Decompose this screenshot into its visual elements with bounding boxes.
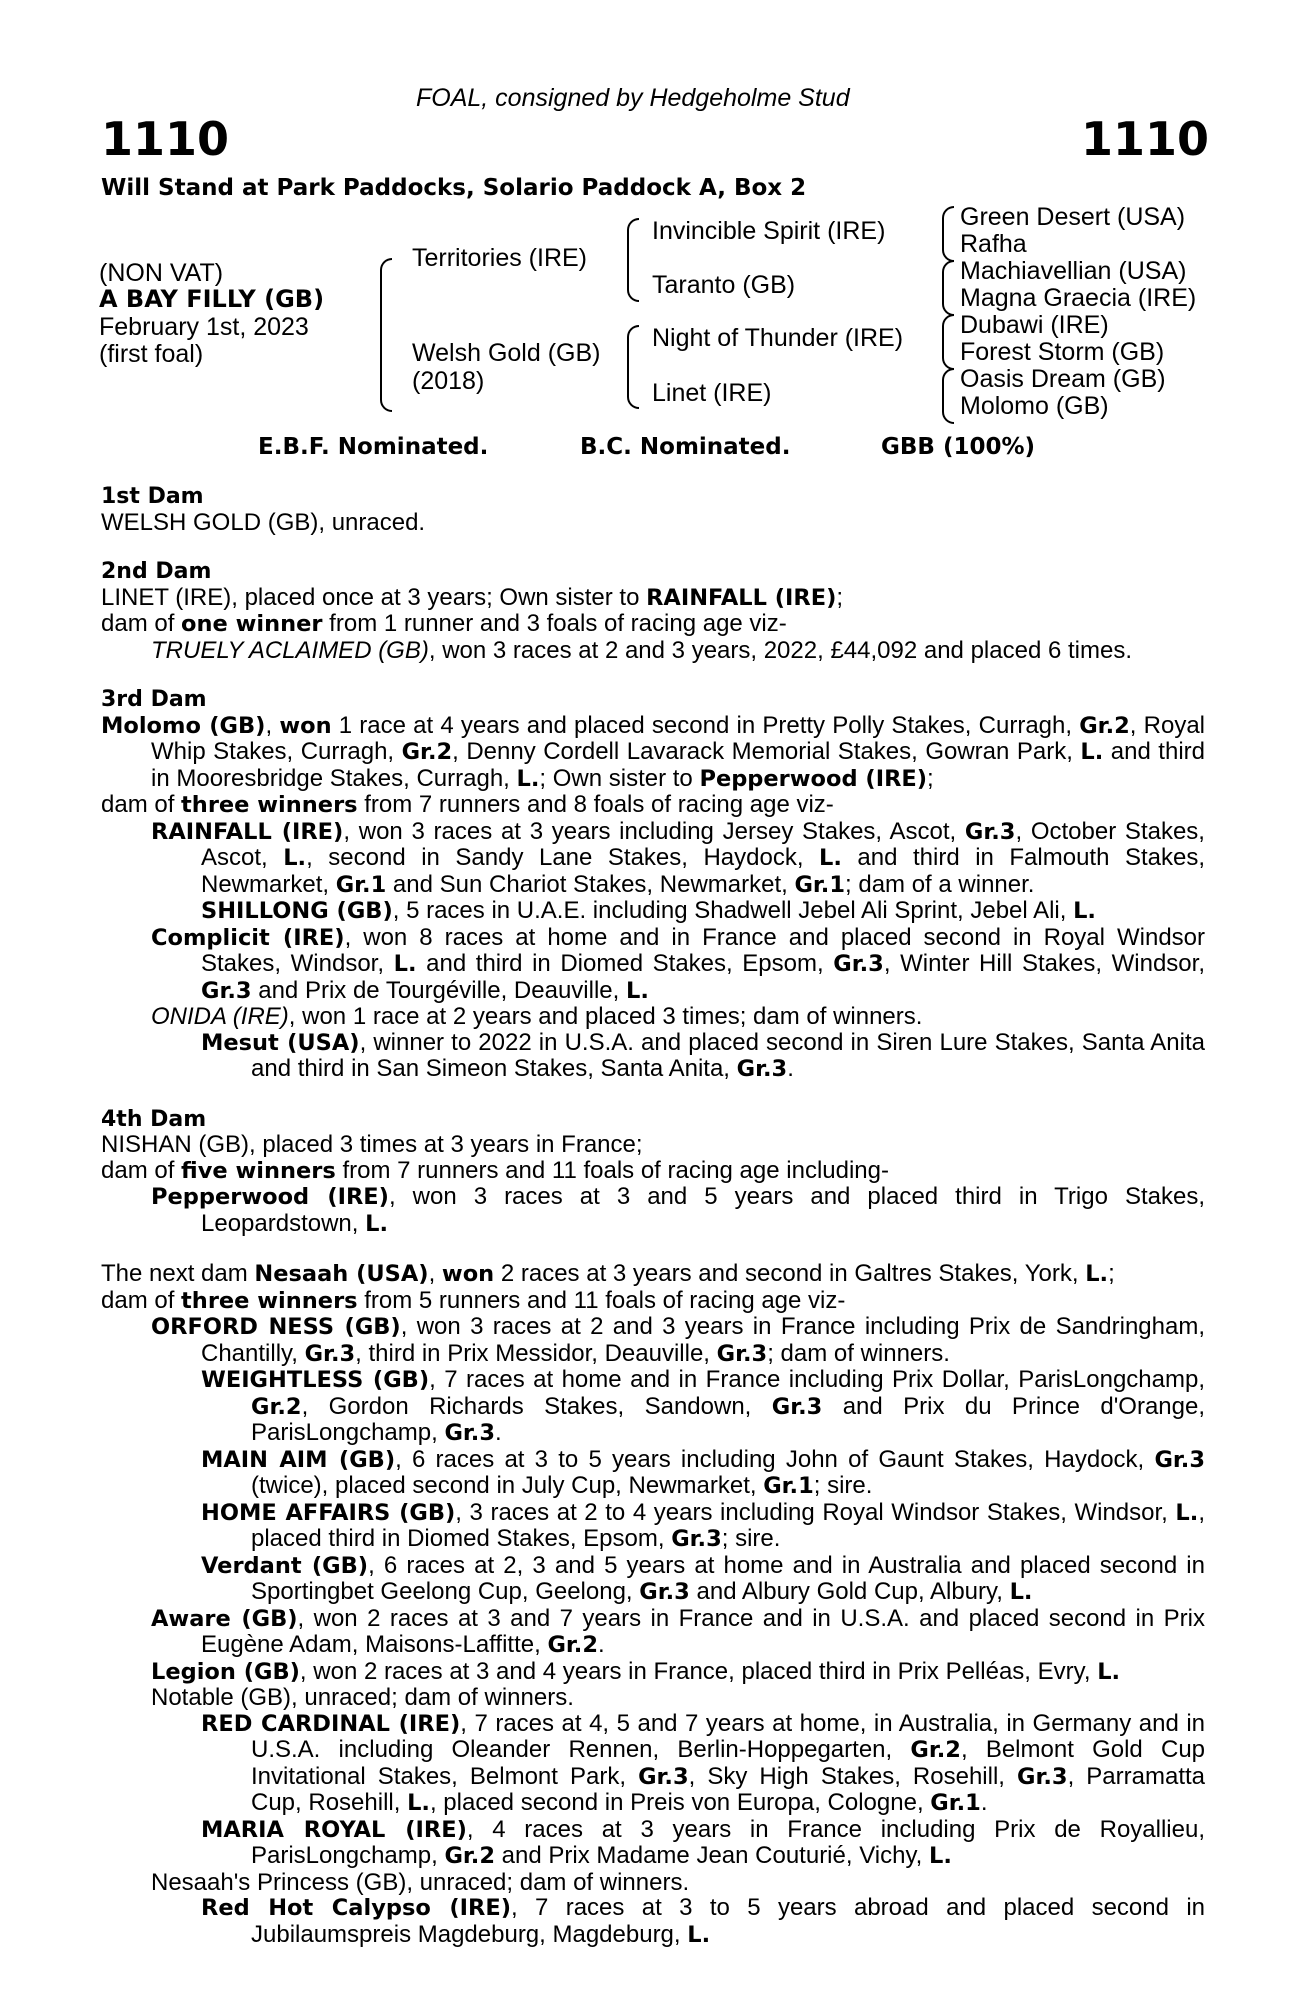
brace-gen3-4 <box>942 368 954 424</box>
first-dam-section <box>101 484 1205 535</box>
produce-entry: MAIN AIM (GB), 6 races at 3 to 5 years including John of Gaunt Stakes, Haydock, Gr.3 (twice), placed second in July Cup, Newmarket, Gr.1; sire. <box>201 1445 1205 1499</box>
first-dam-line: WELSH GOLD (GB), unraced. <box>101 508 426 536</box>
produce-entry: WEIGHTLESS (GB), 7 races at home and in France including Prix Dollar, ParisLongchamp, Gr.2, Gordon Richards Stakes, Sandown, Gr.3 and Prix du Prince d'Orange, ParisLongchamp, Gr.3. <box>201 1366 1205 1446</box>
brace-gen1 <box>380 258 392 412</box>
next-dam-section <box>101 1261 1205 1948</box>
next-dam-line: The next dam Nesaah (USA), won 2 races at 3 years and second in Galtres Stakes, York, L.; <box>101 1260 1115 1287</box>
produce-entry: Verdant (GB), 6 races at 2, 3 and 5 years at home and in Australia and placed second in Sportingbet Geelong Cup, Geelong, Gr.3 and Albury Gold Cup, Albury, L. <box>201 1551 1205 1605</box>
produce-entry: SHILLONG (GB), 5 races in U.A.E. including Shadwell Jebel Ali Sprint, Jebel Ali, L. <box>201 897 1096 924</box>
consignor-line: FOAL, consigned by Hedgeholme Stud <box>416 84 850 112</box>
lot-number-right: 1110 <box>1081 112 1210 166</box>
produce-entry: RED CARDINAL (IRE), 7 races at 4, 5 and 7 years at home, in Australia, in Germany and in U.S.A. including Oleander Rennen, Berlin-Hoppegarten, Gr.2, Belmont Gold Cup Invitational Stakes, Belmont Park, Gr.3, Sky High Stakes, Rosehill, Gr.3, Parramatta Cup, Rosehill, L., placed second in Preis von Europa, Cologne, Gr.1. <box>201 1709 1206 1816</box>
produce-summary: dam of three winners from 5 runners and 11 foals of racing age viz- <box>101 1286 846 1314</box>
stand-location: Will Stand at Park Paddocks, Solario Paddock A, Box 2 <box>101 175 807 201</box>
gen3-1: Green Desert (USA) <box>960 203 1186 231</box>
produce-summary: dam of five winners from 7 runners and 11 foals of racing age including- <box>101 1156 889 1184</box>
sire-name: Territories (IRE) <box>412 244 588 272</box>
brace-gen2-sire <box>627 218 639 302</box>
produce-entry: Complicit (IRE), won 8 races at home and in France and placed second in Royal Windsor Stakes, Windsor, L. and third in Diomed Stakes, Epsom, Gr.3, Winter Hill Stakes, Windsor, Gr.3 and Prix de Tourgéville, Deauville, L. <box>151 923 1206 1004</box>
horse-note: (first foal) <box>99 340 204 368</box>
section-heading: 2nd Dam <box>101 559 212 584</box>
produce-summary: dam of three winners from 7 runners and 8 foals of racing age viz- <box>101 791 834 818</box>
gbb-status: GBB (100%) <box>881 434 1036 460</box>
gen3-4: Magna Graecia (IRE) <box>960 284 1197 312</box>
second-dam-section <box>101 559 1205 663</box>
produce-entry: Aware (GB), won 2 races at 3 and 7 years in France and in U.S.A. and placed second in Prix Eugène Adam, Maisons-Laffitte, Gr.2. <box>151 1604 1205 1658</box>
sire-sire: Invincible Spirit (IRE) <box>652 217 886 245</box>
fourth-dam-line: NISHAN (GB), placed 3 times at 3 years in France; <box>101 1131 643 1158</box>
dam-sire: Night of Thunder (IRE) <box>652 324 904 352</box>
dam-name: Welsh Gold (GB) <box>412 339 601 367</box>
brace-gen3-1 <box>942 206 954 262</box>
produce-entry: Notable (GB), unraced; dam of winners. <box>151 1684 574 1711</box>
horse-dob: February 1st, 2023 <box>99 313 309 341</box>
brace-gen3-3 <box>942 314 954 370</box>
produce-entry: ONIDA (IRE), won 1 race at 2 years and placed 3 times; dam of winners. <box>151 1003 923 1030</box>
brace-gen2-dam <box>627 325 639 409</box>
produce-entry: Legion (GB), won 2 races at 3 and 4 years in France, placed third in Prix Pelléas, Evry, L. <box>151 1657 1121 1685</box>
produce-entry: RAINFALL (IRE), won 3 races at 3 years including Jersey Stakes, Ascot, Gr.3, October Stakes, Ascot, L., second in Sandy Lane Stakes, Haydock, L. and third in Falmouth Stakes, Newmarket, Gr.1 and Sun Chariot Stakes, Newmarket, Gr.1; dam of a winner. <box>151 817 1205 898</box>
bc-nomination: B.C. Nominated. <box>580 434 791 460</box>
fourth-dam-section <box>101 1107 1205 1238</box>
produce-entry: Nesaah's Princess (GB), unraced; dam of winners. <box>151 1868 690 1896</box>
sire-dam: Taranto (GB) <box>652 271 796 299</box>
horse-name: A BAY FILLY (GB) <box>99 285 325 313</box>
produce-entry: TRUELY ACLAIMED (GB), won 3 races at 2 and 3 years, 2022, £44,092 and placed 6 times. <box>151 636 1132 664</box>
section-heading: 1st Dam <box>101 484 204 509</box>
lot-number-left: 1110 <box>101 112 230 166</box>
section-heading: 4th Dam <box>101 1106 207 1132</box>
gen3-8: Molomo (GB) <box>960 392 1109 420</box>
produce-entry: Mesut (USA), winner to 2022 in U.S.A. and placed second in Siren Lure Stakes, Santa Anita and third in San Simeon Stakes, Santa Anita, Gr.3. <box>201 1028 1205 1082</box>
gen3-7: Oasis Dream (GB) <box>960 365 1166 393</box>
produce-summary: dam of one winner from 1 runner and 3 foals of racing age viz- <box>101 610 787 637</box>
produce-entry: Red Hot Calypso (IRE), 7 races at 3 to 5 years abroad and placed second in Jubilaumspreis Magdeburg, Magdeburg, L. <box>201 1894 1205 1948</box>
produce-entry: Pepperwood (IRE), won 3 races at 3 and 5 years and placed third in Trigo Stakes, Leopardstown, L. <box>151 1183 1205 1237</box>
vat-status: (NON VAT) <box>99 259 224 287</box>
third-dam-line: Molomo (GB), won 1 race at 4 years and placed second in Pretty Polly Stakes, Curragh, Gr.2, Royal Whip Stakes, Curragh, Gr.2, Denny Cordell Lavarack Memorial Stakes, Gowran Park, L. and third in Mooresbridge Stakes, Curragh, L.; Own sister to Pepperwood (IRE); <box>101 711 1205 792</box>
gen3-5: Dubawi (IRE) <box>960 311 1109 339</box>
dam-year: (2018) <box>412 367 485 395</box>
gen3-3: Machiavellian (USA) <box>960 257 1187 285</box>
catalogue-text <box>101 484 1205 1948</box>
produce-entry: HOME AFFAIRS (GB), 3 races at 2 to 4 years including Royal Windsor Stakes, Windsor, L., placed third in Diomed Stakes, Epsom, Gr.3; sire. <box>201 1498 1205 1552</box>
produce-entry: MARIA ROYAL (IRE), 4 races at 3 years in France including Prix de Royallieu, ParisLongchamp, Gr.2 and Prix Madame Jean Couturié, Vichy, L. <box>201 1815 1205 1869</box>
gen3-2: Rafha <box>960 230 1027 258</box>
dam-dam: Linet (IRE) <box>652 379 772 407</box>
ebf-nomination: E.B.F. Nominated. <box>258 434 489 460</box>
gen3-6: Forest Storm (GB) <box>960 338 1165 366</box>
produce-entry: ORFORD NESS (GB), won 3 races at 2 and 3 years in France including Prix de Sandringham, Chantilly, Gr.3, third in Prix Messidor, Deauville, Gr.3; dam of winners. <box>151 1313 1205 1367</box>
third-dam-section <box>101 687 1205 1083</box>
second-dam-line: LINET (IRE), placed once at 3 years; Own sister to RAINFALL (IRE); <box>101 583 844 611</box>
section-heading: 3rd Dam <box>101 687 207 712</box>
brace-gen3-2 <box>942 260 954 316</box>
